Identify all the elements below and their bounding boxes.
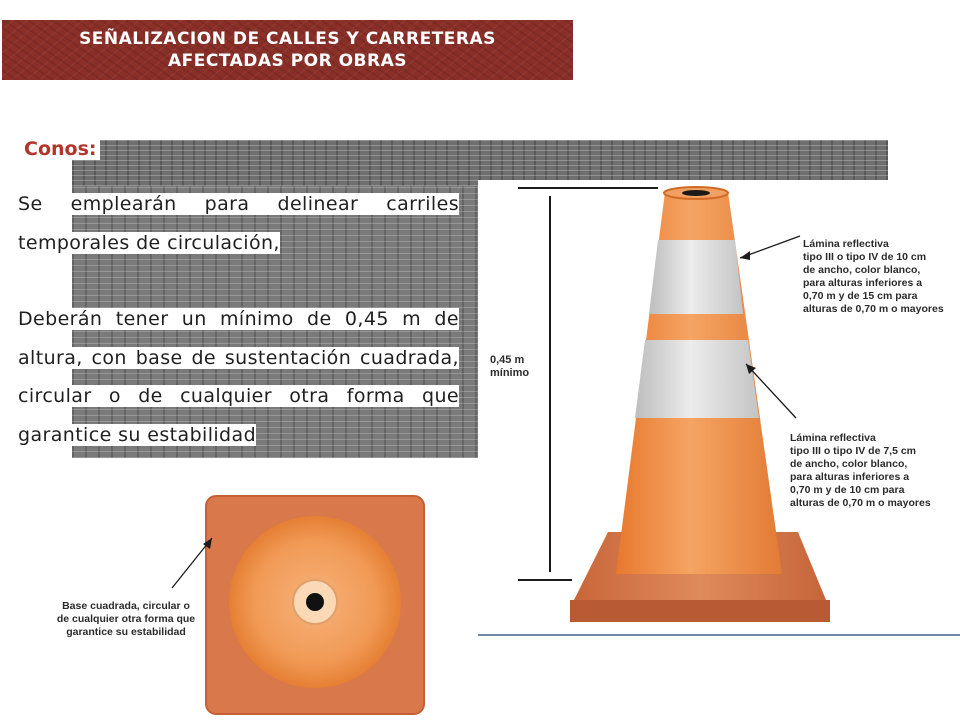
reflective-band-bottom-label: Lámina reflectiva tipo III o tipo IV de 7,5 cm de ancho, color blanco, para alturas inferiores a 0,70 m y de 10 cm para alturas de 0,70 m o mayores	[790, 432, 931, 509]
height-label: 0,45 m mínimo	[490, 354, 530, 379]
paragraph-use: Se emplearán para delinear carriles temporales de circulación,	[18, 193, 459, 254]
cone-figure	[478, 180, 960, 640]
reflective-band-top-label: Lámina reflectiva tipo III o tipo IV de 10 cm de ancho, color blanco, para alturas inferiores a 0,70 m y de 15 cm para alturas de 0,70 m o mayores	[803, 238, 944, 315]
section-title: Conos:	[20, 138, 100, 160]
body-text	[18, 185, 459, 454]
header-title-line1: SEÑALIZACION DE CALLES Y CARRETERAS	[79, 29, 496, 49]
header-title-line2: AFECTADAS POR OBRAS	[167, 51, 408, 71]
header-banner	[2, 20, 573, 80]
base-label: Base cuadrada, circular o de cualquier otra forma que garantice su estabilidad	[56, 600, 196, 638]
base-figure	[40, 492, 440, 720]
paragraph-requirements: Deberán tener un mínimo de 0,45 m de altura, con base de sustentación cuadrada, circular o de cualquier otra forma que garantice su estabilidad	[18, 308, 459, 446]
